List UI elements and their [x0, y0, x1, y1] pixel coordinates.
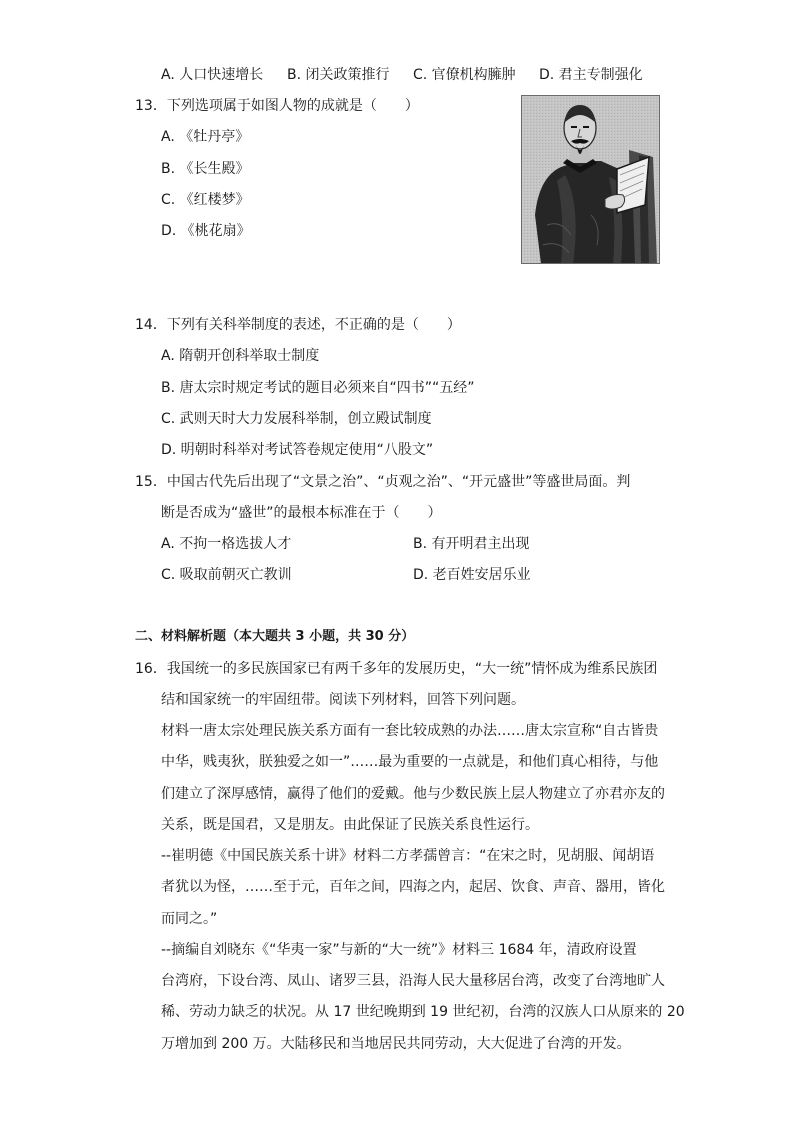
portrait-image [521, 95, 660, 264]
q16-line-5: 们建立了深厚感情，赢得了他们的爱戴。他与少数民族上层人物建立了亦君亦友的 [161, 786, 665, 802]
q16-line-6: 关系，既是国君，又是朋友。由此保证了民族关系良性运行。 [161, 817, 539, 833]
q15-stem-line1: 15．中国古代先后出现了“文景之治”、“贞观之治”、“开元盛世”等盛世局面。判 [135, 474, 631, 490]
q13-stem: 13．下列选项属于如图人物的成就是（ ） [135, 98, 419, 114]
q16-line-8: 者犹以为怪，……至于元，百年之间，四海之内，起居、饮食、声音、器用，皆化 [161, 879, 665, 895]
q15-stem-line2: 断是否成为“盛世”的最根本标准在于（ ） [161, 505, 442, 521]
section-title: 二、材料解析题（本大题共 3 小题，共 30 分） [135, 629, 415, 644]
q13-option-d: D. 《桃花扇》 [161, 223, 251, 239]
q16-line-4: 中华，贱夷狄，朕独爱之如一”……最为重要的一点就是，和他们真心相待，与他 [161, 754, 659, 770]
q14-option-a: A. 隋朝开创科举取士制度 [161, 348, 320, 364]
q16-line-1: 16．我国统一的多民族国家已有两千多年的发展历史，“大一统”情怀成为维系民族团 [135, 661, 658, 677]
q15-option-b: B. 有开明君主出现 [413, 536, 530, 552]
q13-option-b: B. 《长生殿》 [161, 161, 250, 177]
q15-option-a: A. 不拘一格选拔人才 [161, 536, 292, 552]
q13-option-c: C. 《红楼梦》 [161, 192, 250, 208]
q12-option-c: C. 官僚机构臃肿 [413, 67, 516, 83]
q16-line-10: --摘编自刘晓东《“华夷一家”与新的“大一统”》材料三 1684 年，清政府设置 [161, 942, 637, 958]
q12-option-a: A. 人口快速增长 [161, 67, 264, 83]
q14-option-d: D. 明朝时科举对考试答卷规定使用“八股文” [161, 442, 434, 458]
q16-line-2: 结和国家统一的牢固纽带。阅读下列材料，回答下列问题。 [161, 692, 525, 708]
q16-line-12: 稀、劳动力缺乏的状况。从 17 世纪晚期到 19 世纪初，台湾的汉族人口从原来的 20 [161, 1004, 685, 1020]
q16-line-3: 材料一唐太宗处理民族关系方面有一套比较成熟的办法……唐太宗宣称“自古皆贵 [161, 723, 659, 739]
q13-option-a: A. 《牡丹亭》 [161, 129, 250, 145]
q16-line-11: 台湾府，下设台湾、凤山、诸罗三县，沿海人民大量移居台湾，改变了台湾地旷人 [161, 973, 665, 989]
q14-stem: 14．下列有关科举制度的表述，不正确的是（ ） [135, 317, 461, 333]
q16-line-7: --崔明德《中国民族关系十讲》材料二方孝孺曾言：“在宋之时，见胡服、闻胡语 [161, 848, 655, 864]
q14-option-b: B. 唐太宗时规定考试的题目必须来自“四书”“五经” [161, 380, 475, 396]
q16-line-13: 万增加到 200 万。大陆移民和当地居民共同劳动，大大促进了台湾的开发。 [161, 1036, 631, 1052]
q15-option-d: D. 老百姓安居乐业 [413, 567, 531, 583]
q12-option-d: D. 君主专制强化 [539, 67, 643, 83]
q12-option-b: B. 闭关政策推行 [287, 67, 390, 83]
q15-option-c: C. 吸取前朝灭亡教训 [161, 567, 292, 583]
q16-line-9: 而同之。” [161, 911, 218, 927]
q14-option-c: C. 武则天时大力发展科举制，创立殿试制度 [161, 411, 432, 427]
